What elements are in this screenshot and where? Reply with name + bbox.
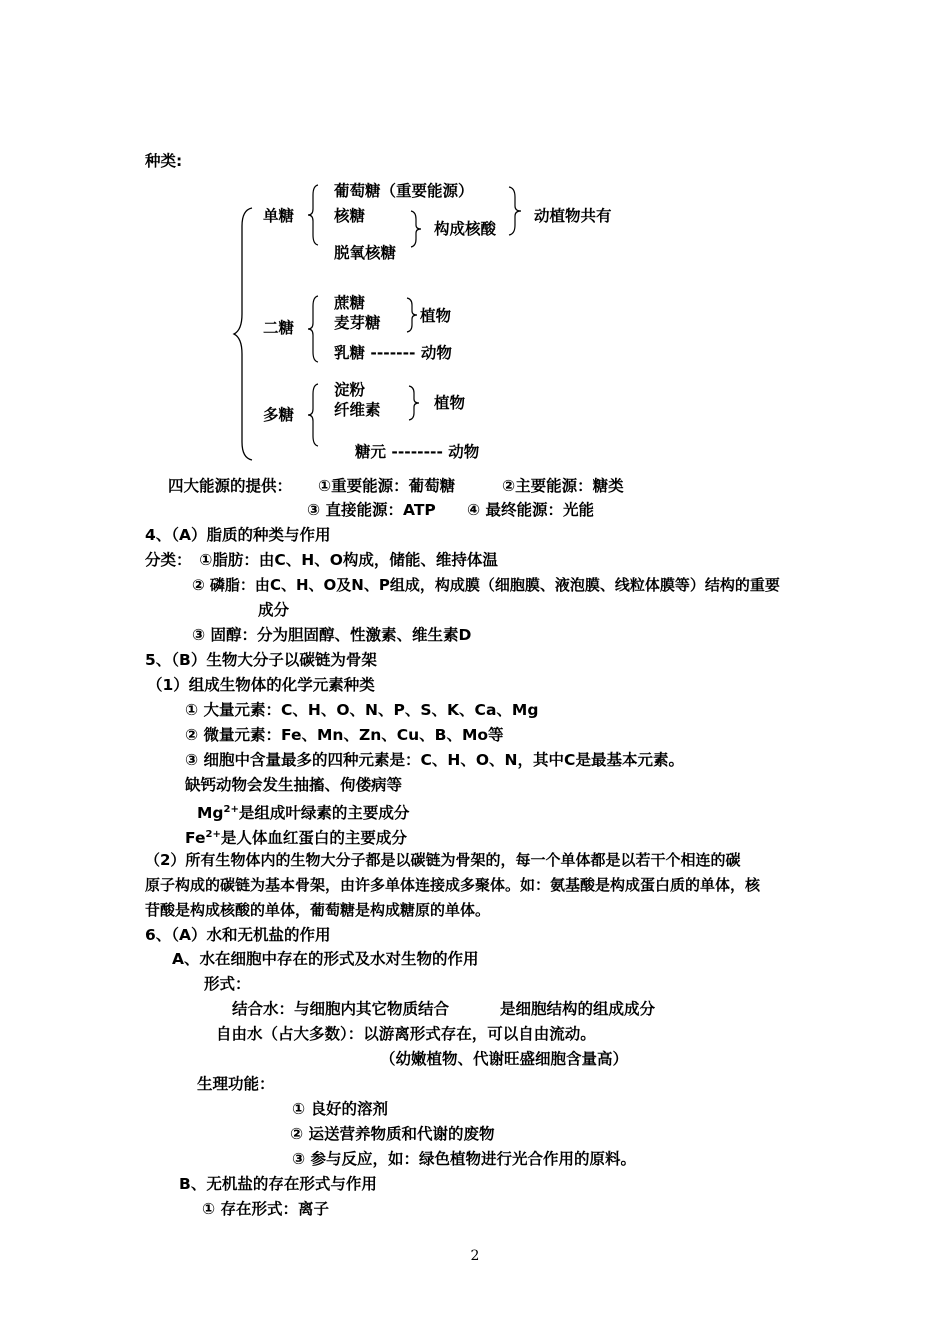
fe-line <box>185 825 407 848</box>
four-list: C、H、O、N <box>420 751 518 769</box>
phos-mid: 及 <box>336 576 352 594</box>
phos-elements: C、H、O <box>269 576 337 594</box>
bound-water-b: 是细胞结构的组成成分 <box>500 1000 656 1018</box>
macro-prefix: ① 大量元素： <box>185 701 282 719</box>
function-2: ② 运送营养物质和代谢的废物 <box>290 1125 495 1143</box>
macro-list: C、H、O、N、P、S、K、Ca、Mg <box>281 701 539 719</box>
four-prefix: ③ 细胞中含量最多的四种元素是： <box>185 751 421 769</box>
four-c: C <box>564 751 576 769</box>
sterol-d: D <box>458 626 472 644</box>
phos-suffix: 组成，构成膜（细胞膜、液泡膜、线粒体膜等）结构的重要 <box>389 576 780 594</box>
fe-charge: 2+ <box>205 829 221 840</box>
di-lactose-row <box>334 343 452 363</box>
four-suffix: 是最基本元素。 <box>575 751 684 769</box>
water-heading <box>172 949 479 969</box>
physio-function: 生理功能： <box>197 1075 275 1093</box>
section5-sub2-line1: （2）所有生物体内的生物大分子都是以碳链为骨架的，每一个单体都是以若干个相连的碳 <box>145 851 741 869</box>
mg-symbol: Mg <box>197 804 224 823</box>
micro-line <box>185 725 504 745</box>
lactose-label: 乳糖 <box>334 344 366 362</box>
section5-sub2-line2: 原子构成的碳链为基本骨架，由许多单体连接成多聚体。如：氨基酸是构成蛋白质的单体，核 <box>145 876 761 894</box>
lactose-animal-label: 动物 <box>420 344 452 362</box>
common-brace <box>507 185 523 237</box>
di-brace <box>306 294 320 364</box>
glycogen-label: 糖元 <box>355 443 387 461</box>
di-label: 二糖 <box>263 319 295 337</box>
poly-brace <box>306 382 320 448</box>
micro-suffix: 等 <box>488 726 504 744</box>
fat-elements: C、H、O <box>274 551 343 569</box>
section5-sub2-line3: 苷酸是构成核酸的单体，葡萄糖是构成糖原的单体。 <box>145 901 491 919</box>
calcium-line: 缺钙动物会发生抽搐、佝偻病等 <box>185 776 403 794</box>
mg-line <box>197 800 409 823</box>
poly-glycogen-row <box>355 442 479 462</box>
main-brace <box>232 206 254 462</box>
glycogen-dash: -------- <box>391 443 443 461</box>
salt-letter: B <box>179 1175 191 1193</box>
mono-item-glucose: 葡萄糖（重要能源） <box>334 182 474 200</box>
mono-item-ribose: 核糖 <box>334 207 366 225</box>
poly-item-starch: 淀粉 <box>334 381 366 399</box>
water-form: 形式： <box>204 975 251 993</box>
macro-line <box>185 700 538 720</box>
poly-plant-brace <box>407 384 421 422</box>
glycogen-animal-label: 动物 <box>448 443 480 461</box>
function-3: ③ 参与反应，如：绿色植物进行光合作用的原料。 <box>292 1150 637 1168</box>
micro-prefix: ② 微量元素： <box>185 726 282 744</box>
lactose-dash: ------- <box>370 344 416 362</box>
poly-label: 多糖 <box>263 406 295 424</box>
mono-brace <box>306 183 320 247</box>
mg-text: 是组成叶绿素的主要成分 <box>238 804 410 823</box>
function-1: ① 良好的溶剂 <box>292 1100 389 1118</box>
sterol-prefix: ③ 固醇：分为胆固醇、性激素、维生素 <box>192 626 459 644</box>
energy-important: ①重要能源：葡萄糖 <box>318 477 456 495</box>
poly-plant-label: 植物 <box>434 394 466 412</box>
di-item-maltose: 麦芽糖 <box>334 314 381 332</box>
phos-prefix: ② 磷脂：由 <box>192 576 270 594</box>
section5-sub1: （1）组成生物体的化学元素种类 <box>147 676 375 694</box>
di-plant-brace <box>405 296 419 334</box>
salt-exist: ① 存在形式：离子 <box>202 1200 330 1218</box>
section6-title: 6、（A）水和无机盐的作用 <box>145 926 331 944</box>
fat-suffix: 构成，储能、维持体温 <box>342 551 498 569</box>
free-water: 自由水（占大多数）：以游离形式存在，可以自由流动。 <box>216 1025 596 1043</box>
nucleic-brace <box>409 209 423 249</box>
sterol-line <box>192 625 471 645</box>
fat-prefix: 分类： ①脂肪：由 <box>145 551 275 569</box>
fe-text: 是人体血红蛋白的主要成分 <box>220 829 407 848</box>
water-heading-text: 、水在细胞中存在的形式及水对生物的作用 <box>184 950 479 968</box>
energy-main: ②主要能源：糖类 <box>502 477 624 495</box>
bound-water-a: 结合水：与细胞内其它物质结合 <box>232 1000 450 1018</box>
section4-title: 4、（A）脂质的种类与作用 <box>145 526 331 544</box>
energy-direct-label: ③ 直接能源： <box>307 501 404 519</box>
salt-heading <box>179 1174 377 1194</box>
fe-symbol: Fe <box>185 829 206 848</box>
four-mid: ，其中 <box>517 751 565 769</box>
common-group-label: 动植物共有 <box>534 207 612 225</box>
di-plant-label: 植物 <box>420 307 452 325</box>
energy-direct <box>307 500 436 520</box>
energy-direct-value: ATP <box>403 501 436 519</box>
phospholipid-line <box>192 575 780 595</box>
phospholipid-cont: 成分 <box>258 601 290 619</box>
poly-item-cellulose: 纤维素 <box>334 401 381 419</box>
classification-heading: 种类: <box>145 152 183 170</box>
micro-list: Fe、Mn、Zn、Cu、B、Mo <box>281 726 489 744</box>
di-item-sucrose: 蔗糖 <box>334 294 366 312</box>
fat-line <box>145 550 498 570</box>
salt-heading-text: 、无机盐的存在形式与作用 <box>190 1175 377 1193</box>
energy-final: ④ 最终能源：光能 <box>467 501 595 519</box>
energy-lead: 四大能源的提供： <box>168 477 293 495</box>
phos-elements2: N、P <box>351 576 390 594</box>
mono-item-deoxyribose: 脱氧核糖 <box>334 244 397 262</box>
mono-label: 单糖 <box>263 207 295 225</box>
free-water-note: （幼嫩植物、代谢旺盛细胞含量高） <box>380 1050 629 1068</box>
four-elements-line <box>185 750 684 770</box>
nucleic-group-label: 构成核酸 <box>434 220 497 238</box>
section5-title: 5、（B）生物大分子以碳链为骨架 <box>145 651 377 669</box>
page-number: 2 <box>470 1248 480 1264</box>
water-letter: A <box>172 950 184 968</box>
mg-charge: 2+ <box>223 804 239 815</box>
